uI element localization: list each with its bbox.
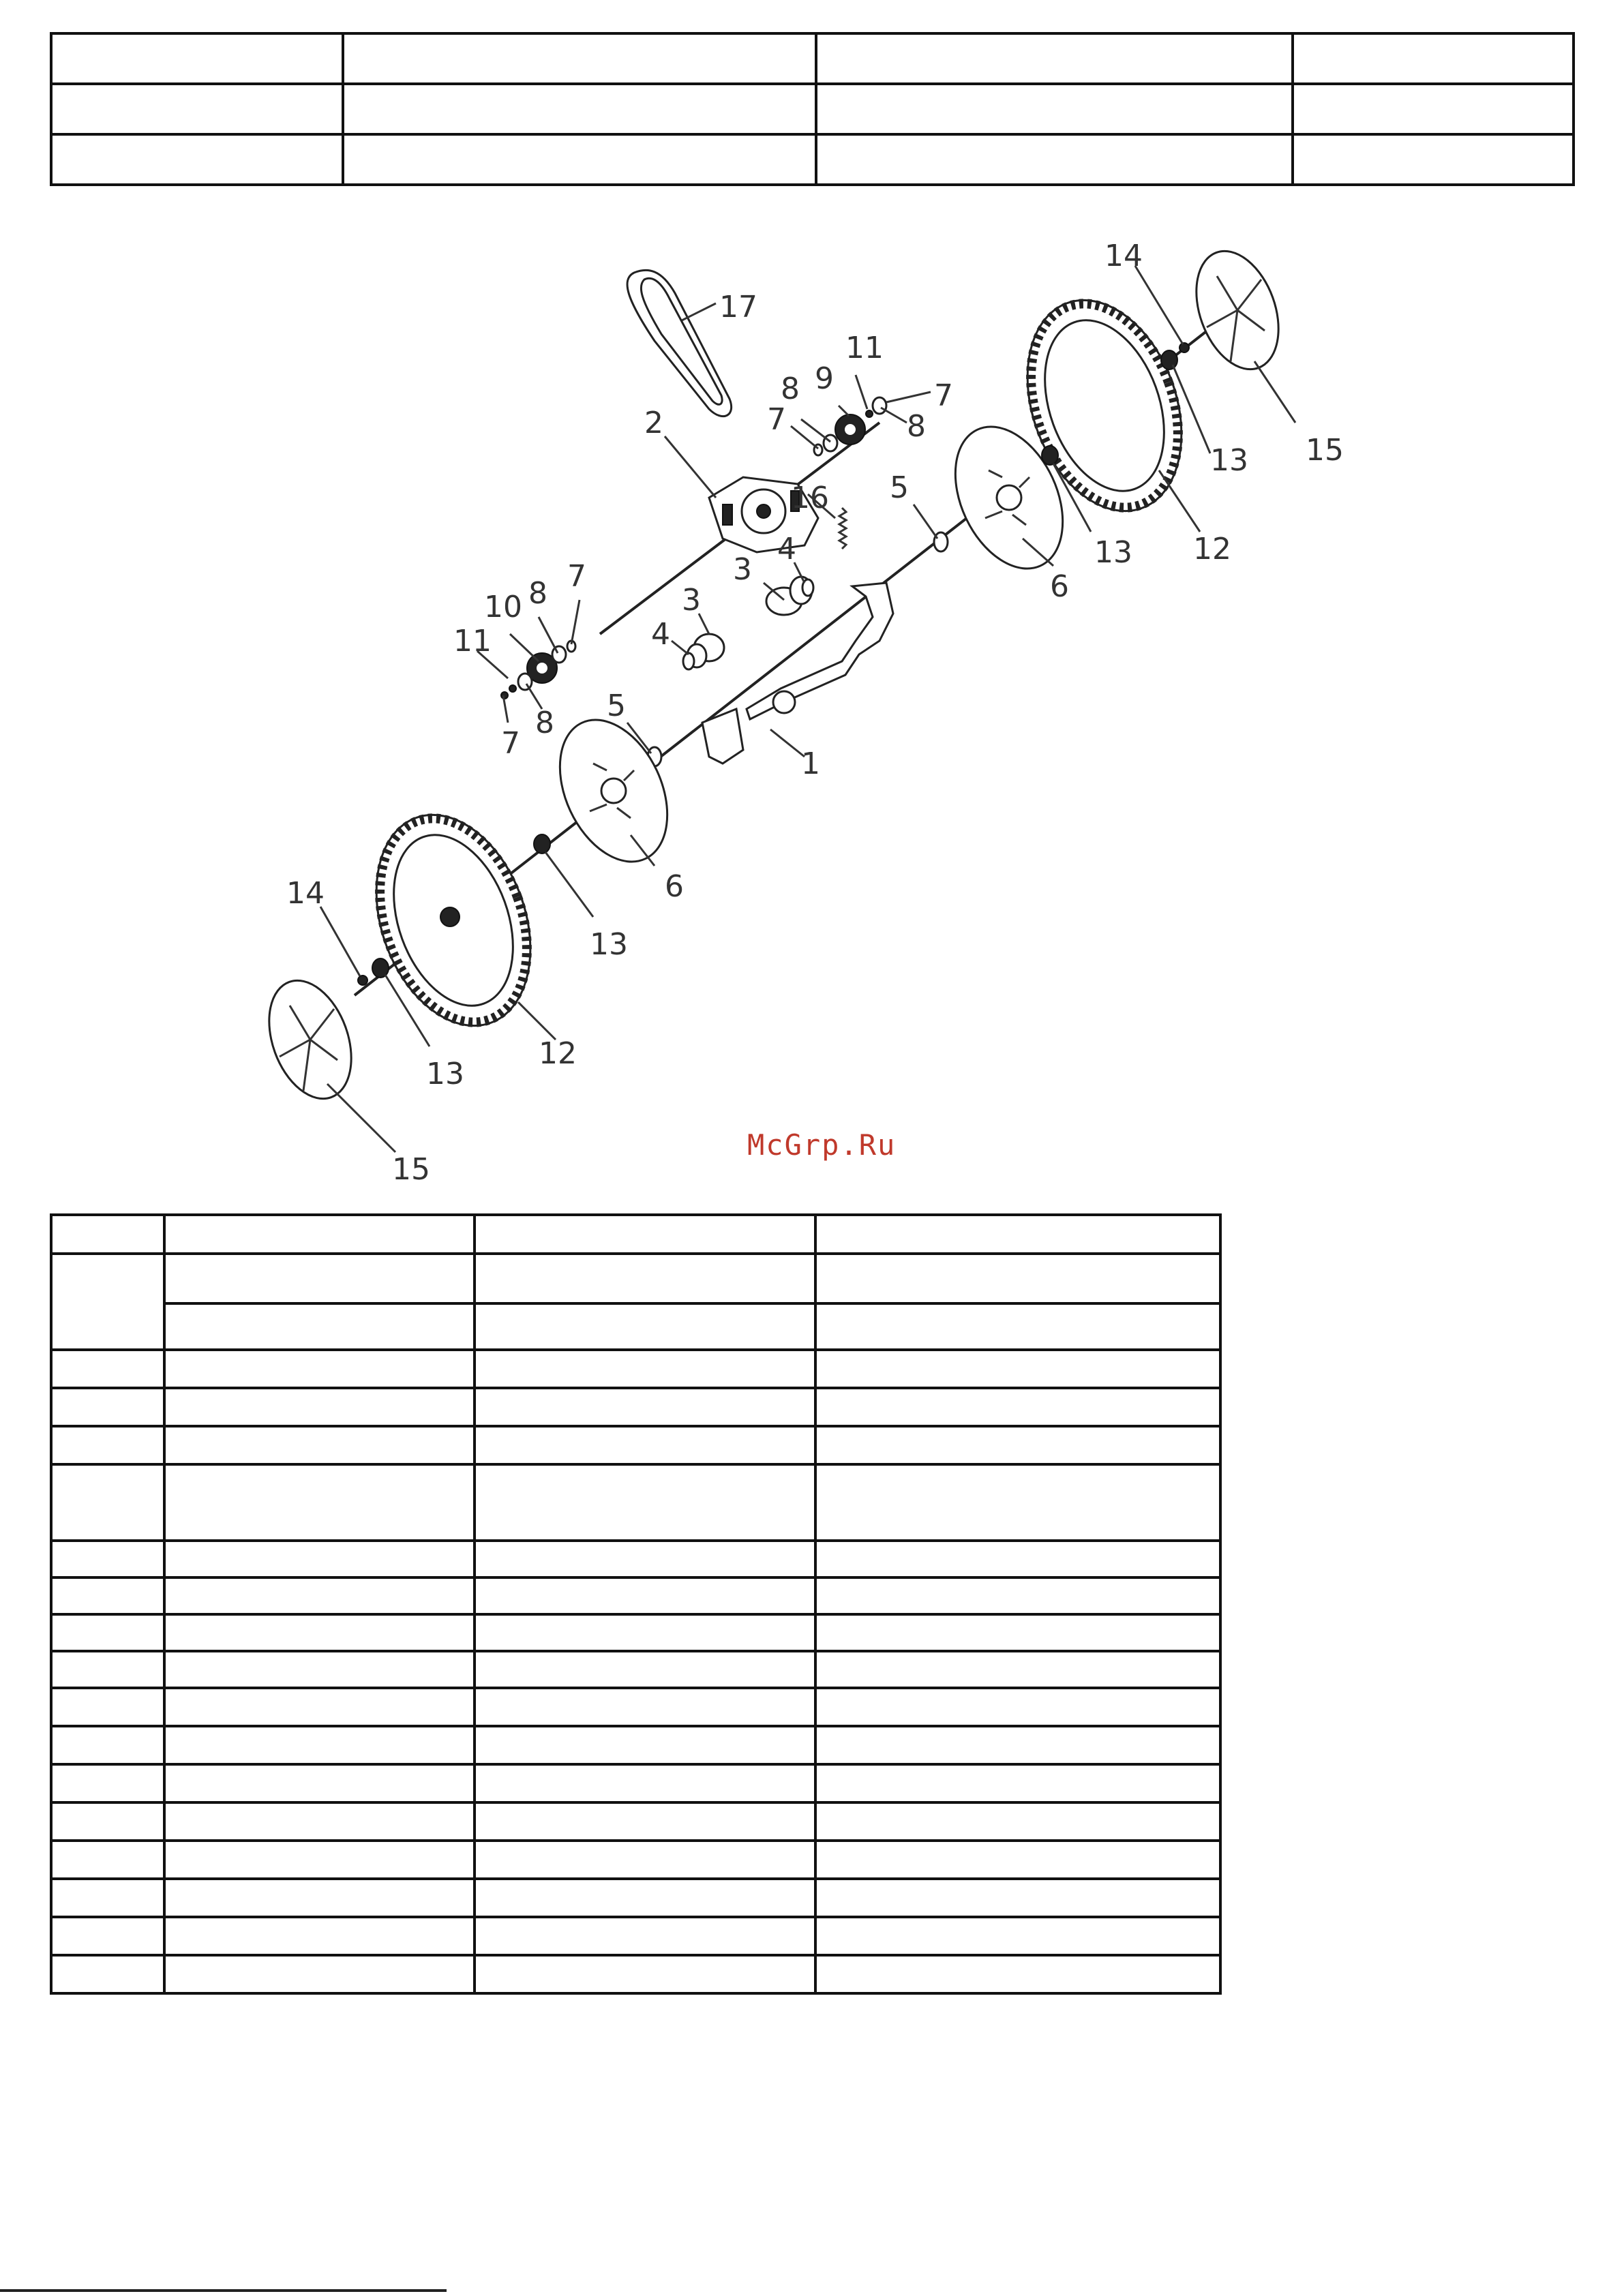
callout-label: 11 (453, 624, 492, 659)
parts-table (50, 1213, 1222, 1995)
spring-part (839, 508, 846, 549)
table-row (51, 1388, 1220, 1426)
callout-label: 6 (665, 869, 684, 904)
callout-label: 8 (907, 409, 926, 444)
callout-label: 15 (392, 1152, 430, 1187)
belt-part (627, 270, 732, 416)
callout-label: 13 (1210, 443, 1248, 478)
callout-label: 9 (815, 361, 834, 396)
callout-label: 10 (484, 590, 522, 624)
callout-label: 16 (791, 481, 829, 515)
callout-label: 12 (539, 1036, 577, 1071)
callout-label: 14 (286, 876, 325, 911)
watermark: McGrp.Ru (747, 1128, 897, 1162)
callout-label: 3 (682, 583, 701, 618)
callout-label: 1 (801, 746, 820, 781)
table-row (51, 1215, 1220, 1254)
table-row (51, 1464, 1220, 1541)
table-row (51, 1726, 1220, 1764)
callout-label: 6 (1050, 569, 1069, 604)
callout-label: 7 (501, 726, 520, 761)
table-row (51, 1764, 1220, 1802)
callout-label: 8 (528, 576, 547, 611)
callout-label: 3 (733, 552, 752, 587)
callout-label: 13 (1094, 535, 1132, 570)
callout-label: 4 (651, 617, 670, 652)
table-row (51, 1879, 1220, 1917)
wheel-cover-part (254, 969, 367, 1111)
callout-label: 15 (1306, 433, 1344, 468)
footer-rule (0, 2289, 447, 2292)
table-row (51, 1350, 1220, 1388)
table-row (51, 1577, 1220, 1614)
table-row (51, 1303, 1220, 1350)
callout-label: 17 (719, 290, 757, 324)
hub-cap-part (539, 703, 689, 879)
callout-label: 2 (644, 406, 663, 440)
table-row (51, 1541, 1220, 1577)
table-row (51, 1614, 1220, 1651)
table-row (51, 1688, 1220, 1726)
callout-label: 5 (890, 470, 909, 505)
callout-label: 8 (781, 372, 800, 406)
table-row (51, 1802, 1220, 1841)
callout-label: 13 (426, 1057, 464, 1091)
callout-label: 13 (590, 927, 628, 962)
table-row (51, 1651, 1220, 1688)
table-row (51, 1254, 1220, 1303)
callout-label: 14 (1104, 239, 1143, 273)
gear-part-9 (835, 414, 865, 444)
callout-label: 8 (535, 706, 554, 740)
callout-label: 11 (845, 331, 884, 365)
callout-label: 7 (567, 559, 586, 594)
callout-label: 12 (1193, 532, 1231, 567)
table-row (51, 1917, 1220, 1955)
table-row (51, 1955, 1220, 1993)
callout-label: 7 (767, 402, 786, 437)
callout-label: 5 (607, 689, 626, 723)
table-row (51, 1841, 1220, 1879)
wheel-cover-part (1182, 240, 1294, 381)
callout-label: 4 (777, 532, 796, 567)
table-row (51, 1426, 1220, 1464)
callout-label: 7 (934, 378, 953, 413)
